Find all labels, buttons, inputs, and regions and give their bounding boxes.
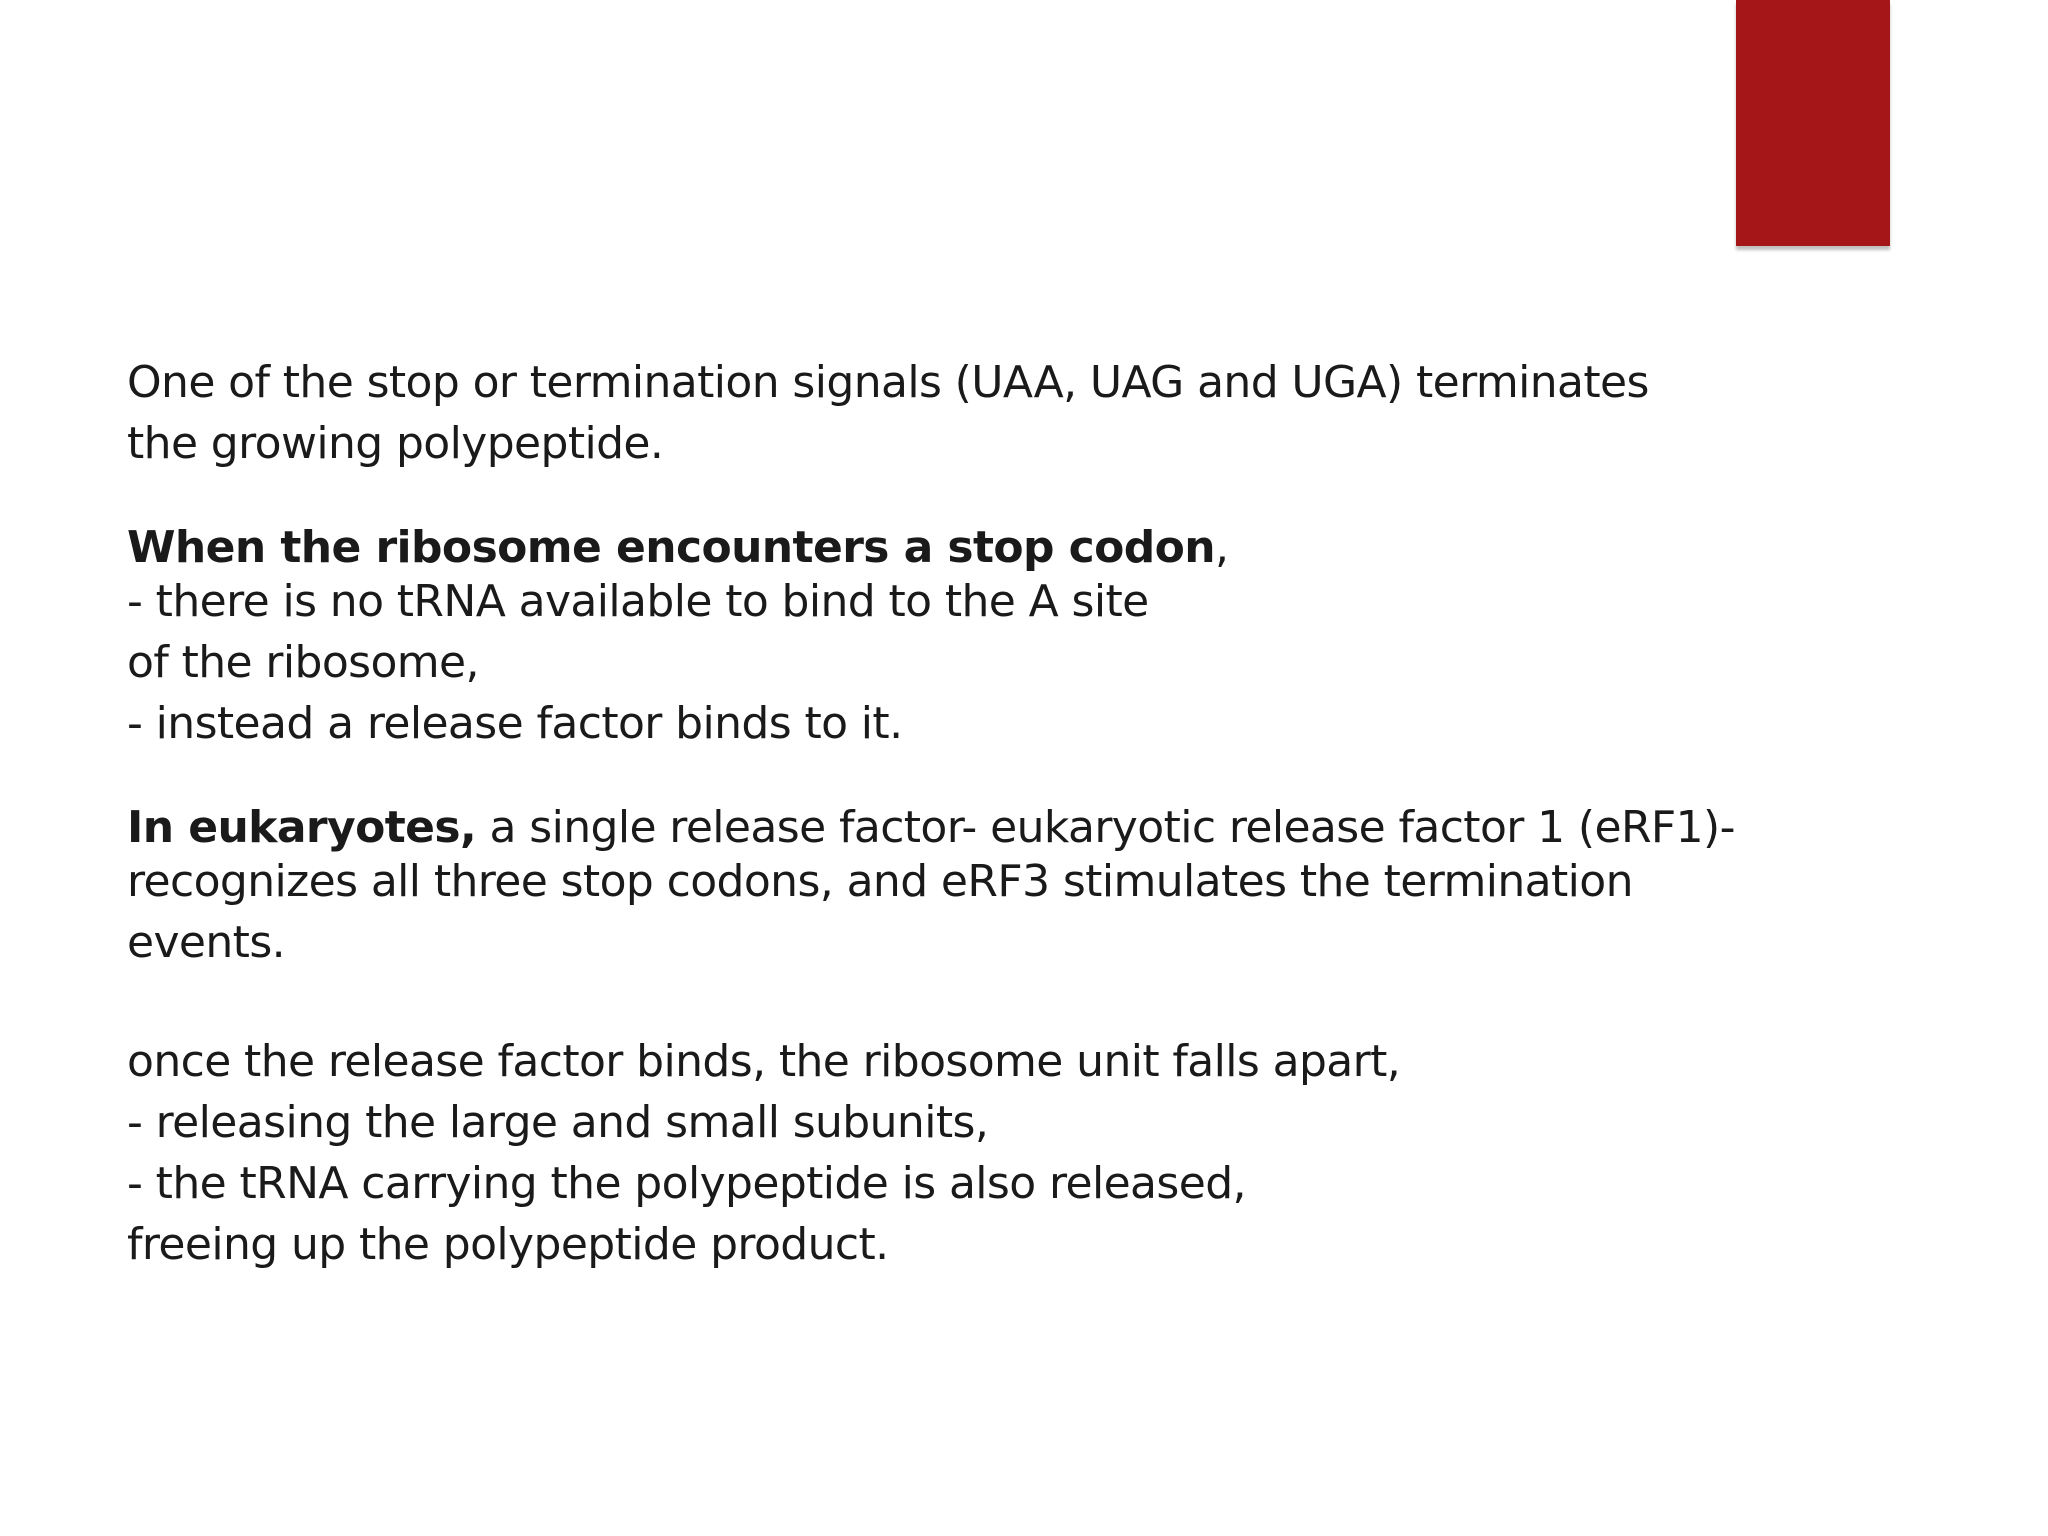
text-line: freeing up the polypeptide product. xyxy=(127,1219,889,1270)
text-line: of the ribosome, xyxy=(127,637,479,688)
text-line: events. xyxy=(127,917,286,968)
text-line xyxy=(127,524,1827,571)
paragraph-eukaryotes xyxy=(127,804,1827,973)
text-line: once the release factor binds, the ribosome unit falls apart, xyxy=(127,1036,1401,1087)
text-line: the growing polypeptide. xyxy=(127,418,664,469)
slide-body xyxy=(127,352,1827,1275)
text-line: One of the stop or termination signals (UAA, UAG and UGA) terminates xyxy=(127,357,1649,408)
text-line: - there is no tRNA available to bind to the A site xyxy=(127,576,1149,627)
text-line: - instead a release factor binds to it. xyxy=(127,698,903,749)
paragraph-ribosome-stop xyxy=(127,524,1827,754)
paragraph-stop-signals xyxy=(127,352,1827,474)
punctuation: , xyxy=(1215,522,1229,573)
bold-lead: In eukaryotes, xyxy=(127,802,477,853)
text-line: - releasing the large and small subunits, xyxy=(127,1097,989,1148)
text-line: recognizes all three stop codons, and eRF3 stimulates the termination xyxy=(127,856,1633,907)
accent-bar xyxy=(1736,0,1890,246)
bold-lead: When the ribosome encounters a stop codon xyxy=(127,522,1216,573)
text-rest: a single release factor- eukaryotic release factor 1 (eRF1)- xyxy=(476,802,1735,853)
text-line xyxy=(127,804,1827,851)
text-line: - the tRNA carrying the polypeptide is also released, xyxy=(127,1158,1246,1209)
paragraph-release xyxy=(127,1031,1827,1275)
